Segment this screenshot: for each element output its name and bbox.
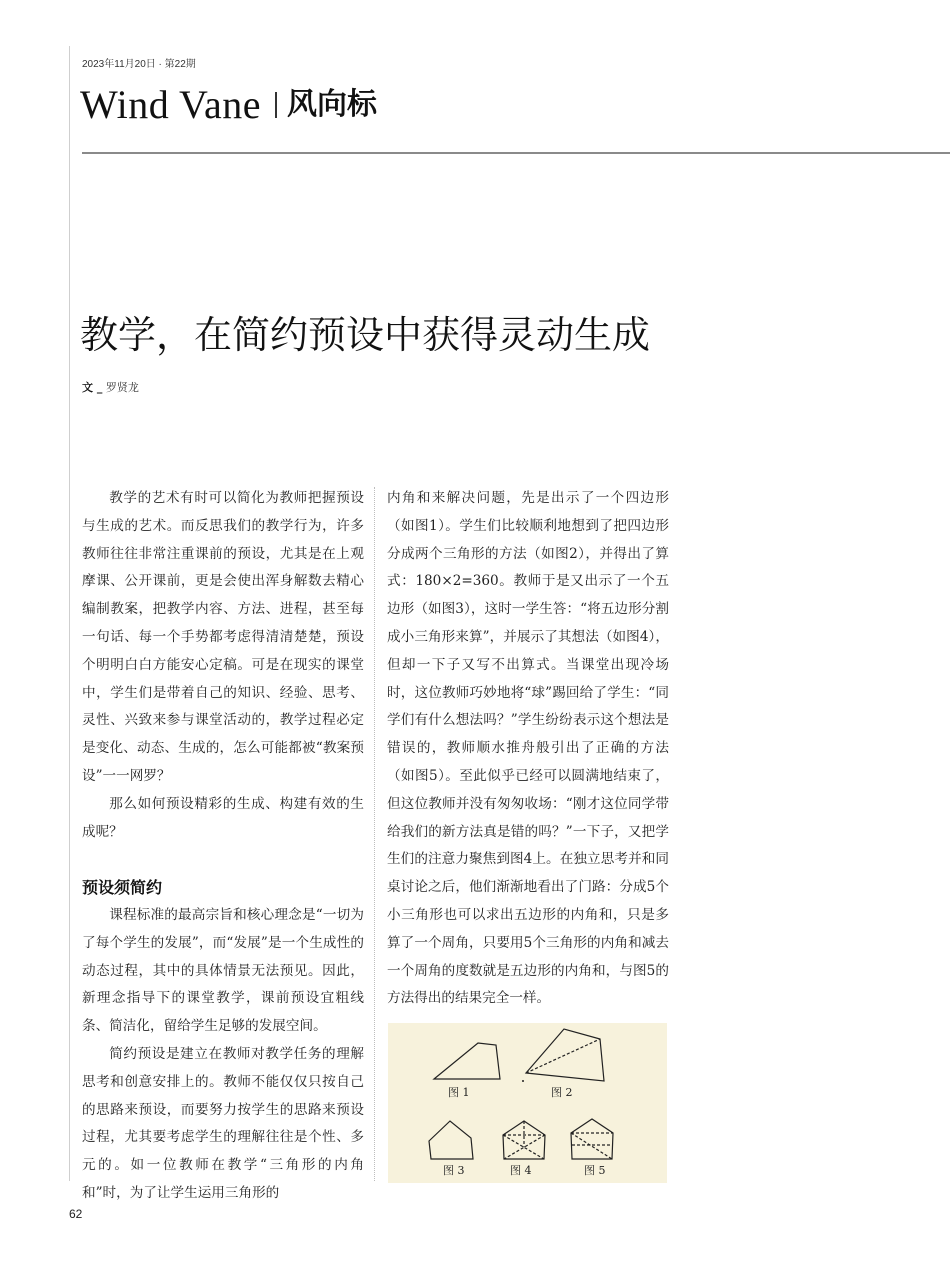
issue-date: 2023年11月20日 · 第22期 [82, 59, 196, 70]
byline [82, 379, 139, 395]
byline-prefix: 文 _ [82, 381, 103, 394]
fig2-diagonal [526, 1039, 600, 1073]
brand-english: Wind Vane [80, 82, 262, 127]
author-name: 罗贤龙 [105, 381, 139, 394]
column-divider [374, 487, 375, 1181]
paragraph: 内角和来解决问题，先是出示了一个四边形（如图1）。学生们比较顺利地想到了把四边形分成两个三角形的方法（如图2），并得出了算式：180×2=360。教师于是又出示了一个五边形（如图3），这时一学生答：“将五边形分割成小三角形来算”，并展示了其想法（如图4），但却一下子又写不出算式。当课堂出现冷场时，这位教师巧妙地将“球”踢回给了学生：“同学们有什么想法吗？”学生纷纷表示这个想法是错误的，教师顺水推舟般引出了正确的方法（如图5）。至此似乎已经可以圆满地结束了，但这位教师并没有匆匆收场：“刚才这位同学带给我们的新方法真是错的吗？”一下子，又把学生们的注意力聚焦到图4上。在独立思考并和同桌讨论之后，他们渐渐地看出了门路：分成5个小三角形也可以求出五边形的内角和，只是多算了一个周角，只要用5个三角形的内角和减去一个周角的度数就是五边形的内角和，与图5的方法得出的结果完全一样。 [387, 490, 669, 1007]
column-brand [80, 83, 377, 127]
body-column-left [82, 485, 364, 1208]
fig5-pentagon [571, 1119, 613, 1159]
margin-rule [69, 46, 70, 1181]
article-title: 教学，在简约预设中获得灵动生成 [80, 313, 651, 357]
brand-divider [275, 92, 277, 118]
header-rule [82, 152, 950, 154]
fig1-quadrilateral [434, 1043, 500, 1079]
figure-label-1: 图 1 [448, 1086, 470, 1099]
figure-label-4: 图 4 [510, 1164, 532, 1177]
section-heading: 预设须简约 [82, 878, 163, 898]
paragraph: 简约预设是建立在教师对教学任务的理解思考和创意安排上的。教师不能仅仅只按自己的思路来预设，而要努力按学生的思路来预设过程，尤其要考虑学生的理解往往是个性、多元的。如一位教师在教学“三角形的内角和”时，为了让学生运用三角形的 [82, 1045, 364, 1201]
fig3-pentagon [429, 1121, 473, 1159]
fig2-dot [522, 1080, 524, 1082]
paragraph: 教学的艺术有时可以简化为教师把握预设与生成的艺术。而反思我们的教学行为，许多教师往往非常注重课前的预设，尤其是在上观摩课、公开课前，更是会使出浑身解数去精心编制教案，把教学内容、方法、进程，甚至每一句话、每一个手势都考虑得清清楚楚，预设个明明白白方能安心定稿。可是在现实的课堂中，学生们是带着自己的知识、经验、思考、灵性、兴致来参与课堂活动的，教学过程必定是变化、动态、生成的，怎么可能都被“教案预设”一一网罗？ [82, 490, 364, 784]
figure-label-2: 图 2 [551, 1086, 573, 1099]
page-number: 62 [69, 1207, 83, 1221]
paragraph: 课程标准的最高宗旨和核心理念是“一切为了每个学生的发展”，而“发展”是一个生成性的动态过程，其中的具体情景无法预见。因此，新理念指导下的课堂教学，课前预设宜粗线条、简洁化，留给学生足够的发展空间。 [82, 906, 364, 1035]
polygon-figures [388, 1023, 667, 1183]
figure-label-5: 图 5 [584, 1164, 606, 1177]
paragraph: 那么如何预设精彩的生成、构建有效的生成呢？ [82, 795, 364, 840]
figure-illustration [388, 1023, 667, 1183]
figure-label-3: 图 3 [443, 1164, 465, 1177]
fig5-diagonal [571, 1133, 612, 1159]
body-column-right [387, 485, 669, 1013]
brand-chinese: 风向标 [287, 87, 378, 122]
